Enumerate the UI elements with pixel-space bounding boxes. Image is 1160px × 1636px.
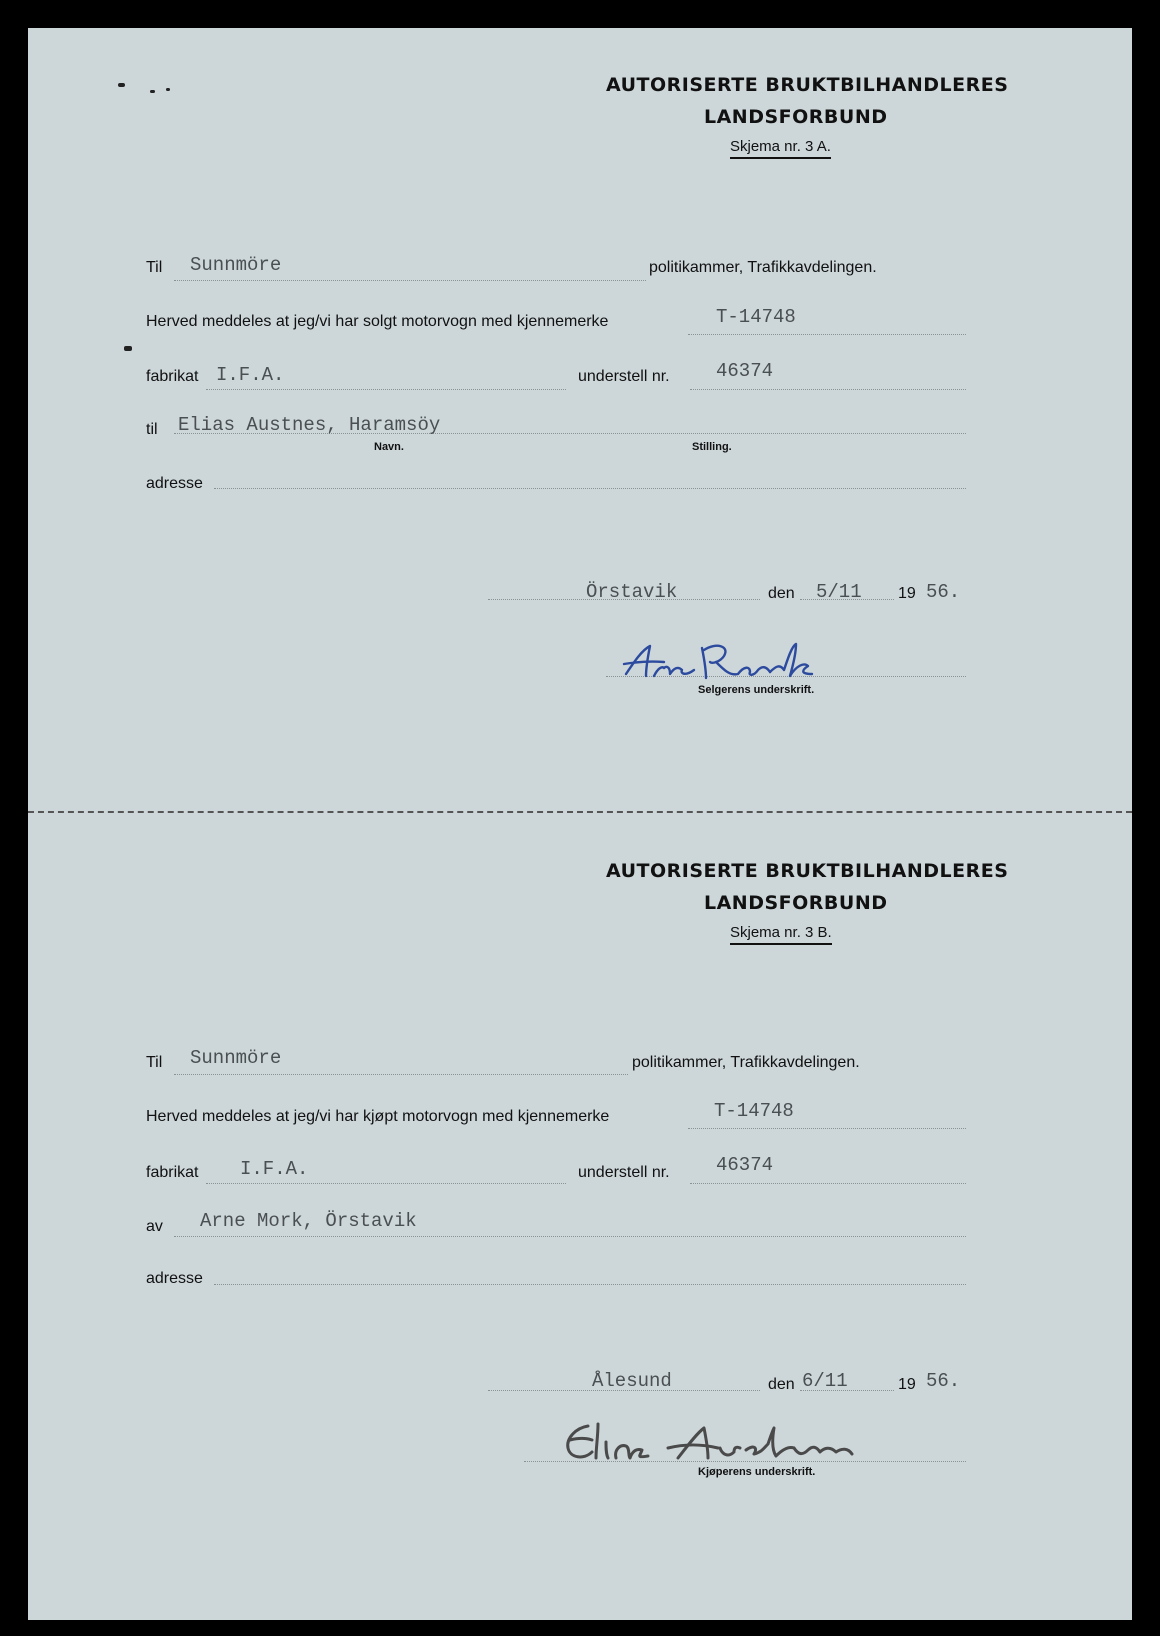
schema-number: Skjema nr. 3 B. [730,924,832,945]
to-value: Sunnmöre [190,254,282,276]
party-line [174,1236,966,1237]
signature-caption: Selgerens underskrift. [698,684,815,696]
date-value: 5/11 [816,581,862,603]
make-line [206,1183,566,1184]
chassis-value: 46374 [716,1154,774,1176]
place-value: Ålesund [592,1370,672,1392]
registration-value: T-14748 [716,306,796,328]
year-value: 56. [926,1370,961,1392]
schema-number: Skjema nr. 3 A. [730,138,831,159]
name-caption: Navn. [374,441,404,453]
document-page [28,28,1132,1620]
registration-value: T-14748 [714,1100,794,1122]
chassis-value: 46374 [716,360,774,382]
seller-name-value: Arne Mork, Örstavik [200,1210,417,1232]
chassis-label: understell nr. [578,1164,670,1181]
address-line [214,1284,966,1285]
reg-line [688,1128,966,1129]
to-suffix: politikammer, Trafikkavdelingen. [632,1054,860,1071]
address-label: adresse [146,1270,203,1287]
make-value: I.F.A. [240,1158,309,1180]
make-line [206,389,566,390]
party-label: til [146,421,158,438]
chassis-line [690,1183,966,1184]
form-3b [28,818,1132,1608]
to-suffix: politikammer, Trafikkavdelingen. [649,259,877,276]
form-3a [28,28,1132,818]
to-label: Til [146,259,163,276]
to-line [174,1074,628,1075]
org-name-line2: LANDSFORBUND [704,106,888,128]
to-value: Sunnmöre [190,1047,282,1069]
reg-line [688,334,966,335]
make-label: fabrikat [146,368,199,385]
org-name-line1: AUTORISERTE BRUKTBILHANDLERES [606,860,1009,882]
date-label: den [768,585,795,602]
signature-caption: Kjøperens underskrift. [698,1466,816,1478]
perforation-line [28,811,1132,813]
date-value: 6/11 [802,1370,848,1392]
place-value: Örstavik [586,581,678,603]
buyer-name-value: Elias Austnes, Haramsöy [178,414,441,436]
chassis-line [690,389,966,390]
seller-signature [620,636,880,684]
notice-label: Herved meddeles at jeg/vi har kjøpt motorvogn med kjennemerke [146,1108,610,1125]
make-label: fabrikat [146,1164,199,1181]
address-label: adresse [146,475,203,492]
date-label: den [768,1376,795,1393]
chassis-label: understell nr. [578,368,670,385]
address-line [214,488,966,489]
party-label: av [146,1218,163,1235]
year-prefix: 19 [898,585,916,602]
position-caption: Stilling. [692,441,732,453]
org-name-line2: LANDSFORBUND [704,892,888,914]
notice-label: Herved meddeles at jeg/vi har solgt motorvogn med kjennemerke [146,313,609,330]
year-prefix: 19 [898,1376,916,1393]
buyer-signature [558,1418,898,1466]
org-name-line1: AUTORISERTE BRUKTBILHANDLERES [606,74,1009,96]
to-label: Til [146,1054,163,1071]
year-value: 56. [926,581,961,603]
make-value: I.F.A. [216,364,285,386]
to-line [174,280,646,281]
